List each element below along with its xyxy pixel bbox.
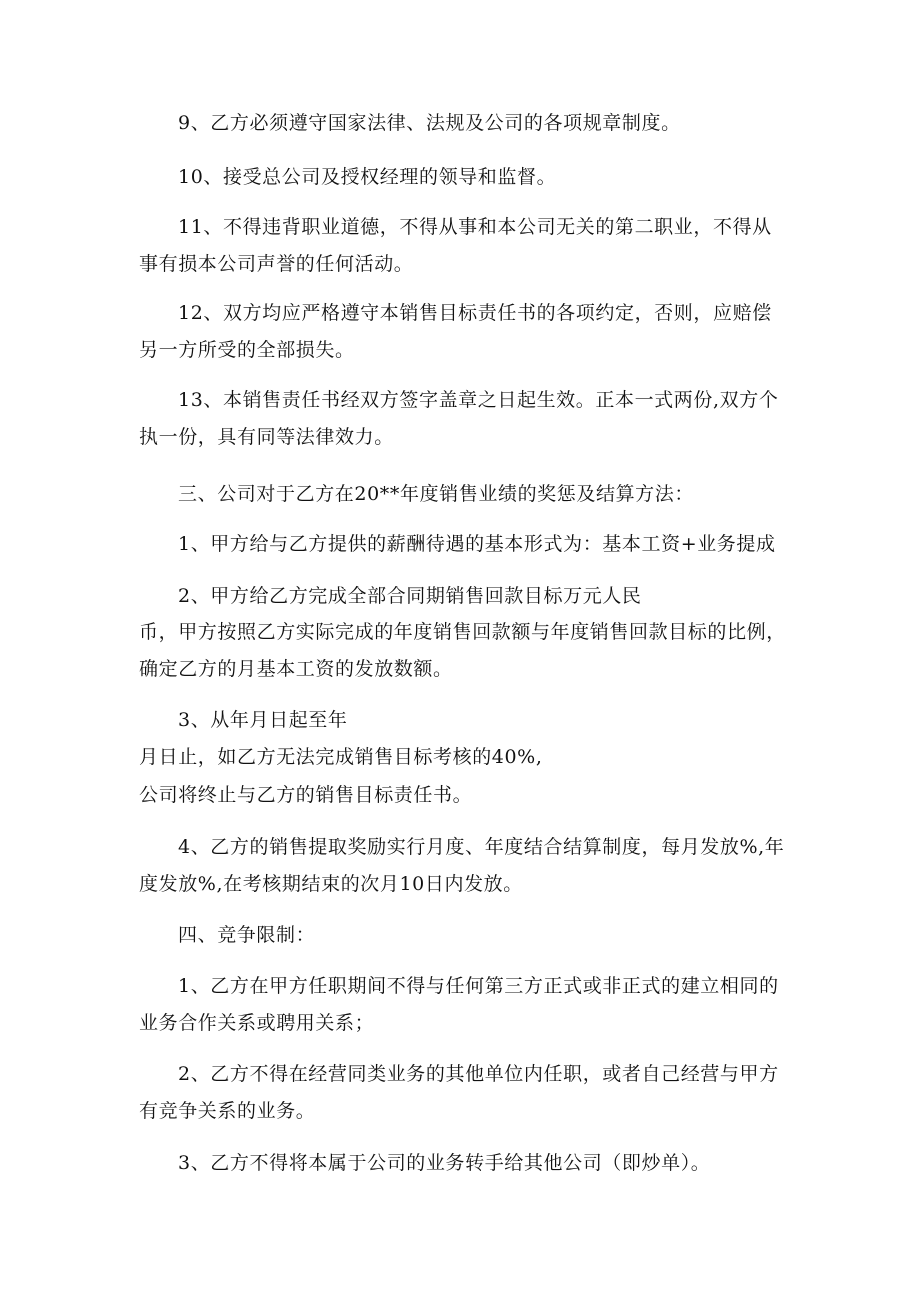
clause-13-line-2: 执一份，具有同等法律效力。	[139, 426, 394, 448]
clause-9-line-1: 9、乙方必须遵守国家法律、法规及公司的各项规章制度。	[178, 112, 681, 134]
clause-12-line-2: 另一方所受的全部损失。	[139, 339, 355, 361]
clause-13-line-1: 13、本销售责任书经双方签字盖章之日起生效。正本一式两份,双方个	[178, 389, 779, 411]
section-4-item-3: 3、乙方不得将本属于公司的业务转手给其他公司（即炒单）。	[178, 1152, 711, 1174]
section-3-heading: 三、公司对于乙方在20**年度销售业绩的奖惩及结算方法：	[178, 483, 694, 505]
section-3-item-1: 1、甲方给与乙方提供的薪酬待遇的基本形式为：基本工资+业务提成	[178, 533, 776, 555]
section-4-item-1-line-2: 业务合作关系或聘用关系；	[139, 1012, 375, 1034]
section-4-heading: 四、竞争限制：	[178, 924, 316, 946]
section-3-item-4-line-1: 4、乙方的销售提取奖励实行月度、年度结合结算制度，每月发放%,年	[178, 836, 785, 858]
section-3-item-3-line-1: 3、从年月日起至年	[178, 709, 348, 731]
section-3-item-3-line-3: 公司将终止与乙方的销售目标责任书。	[139, 784, 473, 806]
section-4-item-1-line-1: 1、乙方在甲方任职期间不得与任何第三方正式或非正式的建立相同的	[178, 975, 779, 997]
section-3-item-4-line-2: 度发放%,在考核期结束的次月10日内发放。	[139, 873, 523, 895]
clause-11-line-1: 11、不得违背职业道德，不得从事和本公司无关的第二职业，不得从	[178, 216, 772, 238]
section-3-item-2-line-3: 确定乙方的月基本工资的发放数额。	[139, 658, 453, 680]
clause-11-line-2: 事有损本公司声誉的任何活动。	[139, 253, 414, 275]
section-3-item-2-line-2: 币，甲方按照乙方实际完成的年度销售回款额与年度销售回款目标的比例，	[139, 621, 786, 643]
section-4-item-2-line-2: 有竞争关系的业务。	[139, 1100, 316, 1122]
section-3-item-3-line-2: 月日止，如乙方无法完成销售目标考核的40%,	[139, 746, 543, 768]
clause-10-line-1: 10、接受总公司及授权经理的领导和监督。	[178, 166, 557, 188]
section-3-item-2-line-1: 2、甲方给乙方完成全部合同期销售回款目标万元人民	[178, 585, 642, 607]
clause-12-line-1: 12、双方均应严格遵守本销售目标责任书的各项约定，否则，应赔偿	[178, 302, 772, 324]
section-4-item-2-line-1: 2、乙方不得在经营同类业务的其他单位内任职，或者自己经营与甲方	[178, 1063, 779, 1085]
